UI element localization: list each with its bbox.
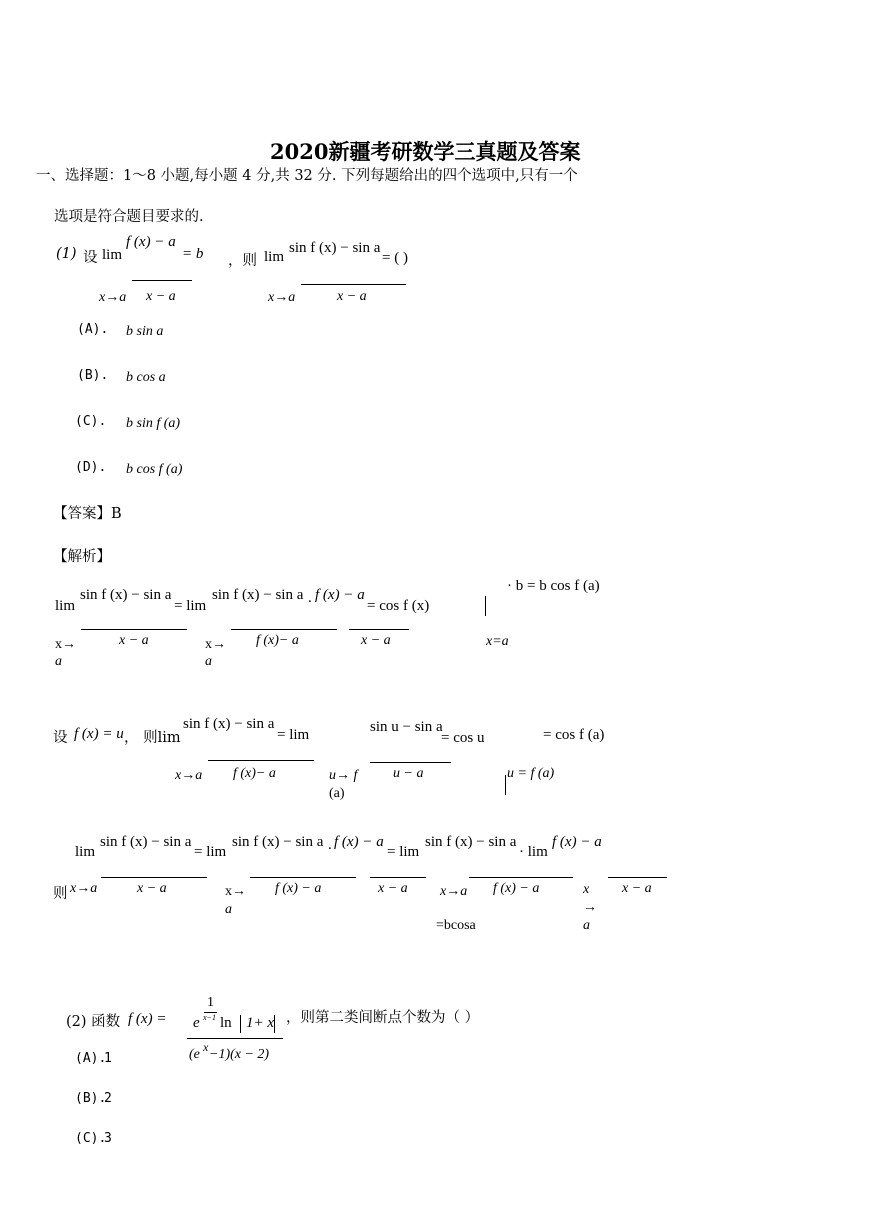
q1-option-c-label: (C). [75, 414, 107, 429]
q1-option-a-value: b sin a [126, 324, 164, 339]
sol2-den1: f (x)− a [233, 766, 276, 781]
sol3-dotlim: · lim [519, 844, 548, 860]
q1-numerator2: sin f (x) − sin a [289, 240, 381, 256]
sol2-then-lim: ， 则lim [124, 730, 181, 746]
q2-label: (2) 函数 [66, 1014, 121, 1030]
sol1-eval: x=a [486, 634, 509, 649]
q2-exp-den: x−1 [203, 1013, 216, 1022]
sol3-result: =bcosa [436, 918, 476, 933]
sol1-den2: f (x)− a [256, 633, 299, 648]
q1-denominator: x − a [146, 289, 176, 304]
q1-option-b-value: b cos a [126, 370, 166, 385]
sol3-ze: 则 [53, 886, 68, 902]
q2-ln: ln [220, 1015, 232, 1031]
sol1-bar3 [349, 629, 409, 630]
q1-equals-b: = b [182, 246, 204, 262]
q1-paren: = ( ) [382, 250, 408, 266]
q1-analysis-heading: 【解析】 [53, 549, 111, 565]
sol1-eval-bar [485, 596, 486, 616]
sol1-eqlim: = lim [174, 598, 207, 614]
sol3-eqlim1: = lim [194, 844, 227, 860]
sol1-sub-a1: a [55, 654, 62, 669]
sol3-bar4 [469, 877, 573, 878]
sol3-sub4a: x [583, 882, 590, 897]
sol2-num1: sin f (x) − sin a [183, 716, 275, 732]
sol3-sub4c: a [583, 918, 590, 933]
sol3-bar1 [101, 877, 207, 878]
sol1-num3: f (x) − a [315, 587, 365, 603]
sol3-bar3 [370, 877, 426, 878]
sol3-den3: x − a [378, 881, 408, 896]
q1-then: ，则 [228, 253, 257, 269]
q1-option-d-label: (D). [75, 460, 107, 475]
sol1-bar1 [81, 629, 187, 630]
sol3-bar5 [608, 877, 667, 878]
sol2-num2: sin u − sin a [370, 719, 443, 735]
sol3-den4: f (x) − a [493, 881, 540, 896]
sol1-dot: . [308, 590, 312, 606]
q2-abs-right [274, 1015, 275, 1033]
sol3-dot1: . [328, 837, 332, 853]
q1-denominator2: x − a [337, 289, 367, 304]
sol3-den1: x − a [137, 881, 167, 896]
sol3-lim: lim [75, 844, 96, 860]
sol2-sub2a: u→ f [329, 768, 358, 783]
q1-numerator: f (x) − a [126, 234, 176, 250]
q1-option-a-label: (A). [77, 322, 109, 337]
sol2-bar2 [370, 762, 451, 763]
q2-option-a-label: (A). [75, 1051, 107, 1066]
sol2-eqcos: = cos u [441, 730, 485, 746]
sol1-sub-x2: x→ [205, 637, 226, 652]
q2-option-b-label: (B). [75, 1091, 107, 1106]
section-instruction: 一、选择题：1～8 小题,每小题 4 分,共 32 分. 下列每题给出的四个选项中,只有一个 [36, 168, 578, 184]
sol2-sub2b: (a) [329, 786, 345, 801]
q2-exp-num: 1 [207, 995, 214, 1010]
q1-option-d-value: b cos f (a) [126, 462, 183, 477]
q1-number: (1) [56, 246, 77, 262]
sol3-num5: f (x) − a [552, 834, 602, 850]
q1-fraction-bar2 [301, 284, 406, 285]
sol2-fxu: f (x) = u [74, 726, 124, 742]
sol3-den5: x − a [622, 881, 652, 896]
page-title: 2020新疆考研数学三真题及答案 [270, 139, 581, 164]
sol3-num4: sin f (x) − sin a [425, 834, 517, 850]
q1-lim2: lim [264, 249, 285, 265]
q2-den-e: (e [189, 1047, 200, 1062]
q2-fx: f (x) = [128, 1011, 167, 1027]
q1-set-word: 设 [83, 250, 98, 266]
sol3-sub3: x→a [440, 884, 468, 899]
sol1-lim: lim [55, 598, 76, 614]
q1-answer: 【答案】B [53, 506, 122, 522]
sol3-den2: f (x) − a [275, 881, 322, 896]
q2-option-c-value: 3 [104, 1131, 112, 1146]
q2-fraction-bar [187, 1038, 283, 1039]
q2-e: e [193, 1015, 200, 1031]
sol3-num2: sin f (x) − sin a [232, 834, 324, 850]
q1-limit-sub: x→a [99, 290, 127, 305]
sol2-result: = cos f (a) [543, 727, 605, 743]
sol1-top: · b = b cos f (a) [507, 578, 600, 594]
q1-fraction-bar [132, 280, 192, 281]
sol1-den3: x − a [361, 633, 391, 648]
q2-option-b-value: 2 [104, 1091, 112, 1106]
sol2-bar1 [208, 760, 314, 761]
sol2-eqlim: = lim [277, 727, 310, 743]
q2-den-sup: x [203, 1040, 209, 1054]
sol3-sub4b: → [583, 900, 597, 915]
q2-den-rest: −1)(x − 2) [209, 1047, 270, 1062]
q2-abs-inner: 1+ x [246, 1015, 275, 1031]
q1-limit-sub2: x→a [268, 290, 296, 305]
q2-option-c-label: (C). [75, 1131, 107, 1146]
q1-lim: lim [102, 247, 123, 263]
sol2-eval: u = f (a) [507, 766, 555, 781]
q1-option-c-value: b sin f (a) [126, 416, 181, 431]
section-instruction-cont: 选项是符合题目要求的. [54, 209, 204, 225]
sol3-num1: sin f (x) − sin a [100, 834, 192, 850]
sol2-sub1: x→a [175, 768, 203, 783]
sol3-eqlim2: = lim [387, 844, 420, 860]
sol3-sub2b: a [225, 902, 232, 917]
sol3-bar2 [250, 877, 356, 878]
sol1-eqcos: = cos f (x) [367, 598, 430, 614]
q1-option-b-label: (B). [77, 368, 109, 383]
sol1-bar2 [231, 629, 337, 630]
sol1-sub-a2: a [205, 654, 212, 669]
q2-option-a-value: 1 [104, 1051, 112, 1066]
q2-abs-left [240, 1015, 241, 1033]
sol2-eval-bar [505, 775, 506, 795]
sol2-den2: u − a [393, 766, 424, 781]
sol2-set: 设 [53, 730, 68, 746]
sol1-num2: sin f (x) − sin a [212, 587, 304, 603]
sol1-num1: sin f (x) − sin a [80, 587, 172, 603]
sol3-sub2a: x→ [225, 884, 246, 899]
q2-question: ，则第二类间断点个数为（ ） [286, 1010, 480, 1026]
sol3-num3: f (x) − a [334, 834, 384, 850]
sol1-den1: x − a [119, 633, 149, 648]
sol3-sub1: x→a [70, 881, 98, 896]
sol1-sub-x1: x→ [55, 637, 76, 652]
